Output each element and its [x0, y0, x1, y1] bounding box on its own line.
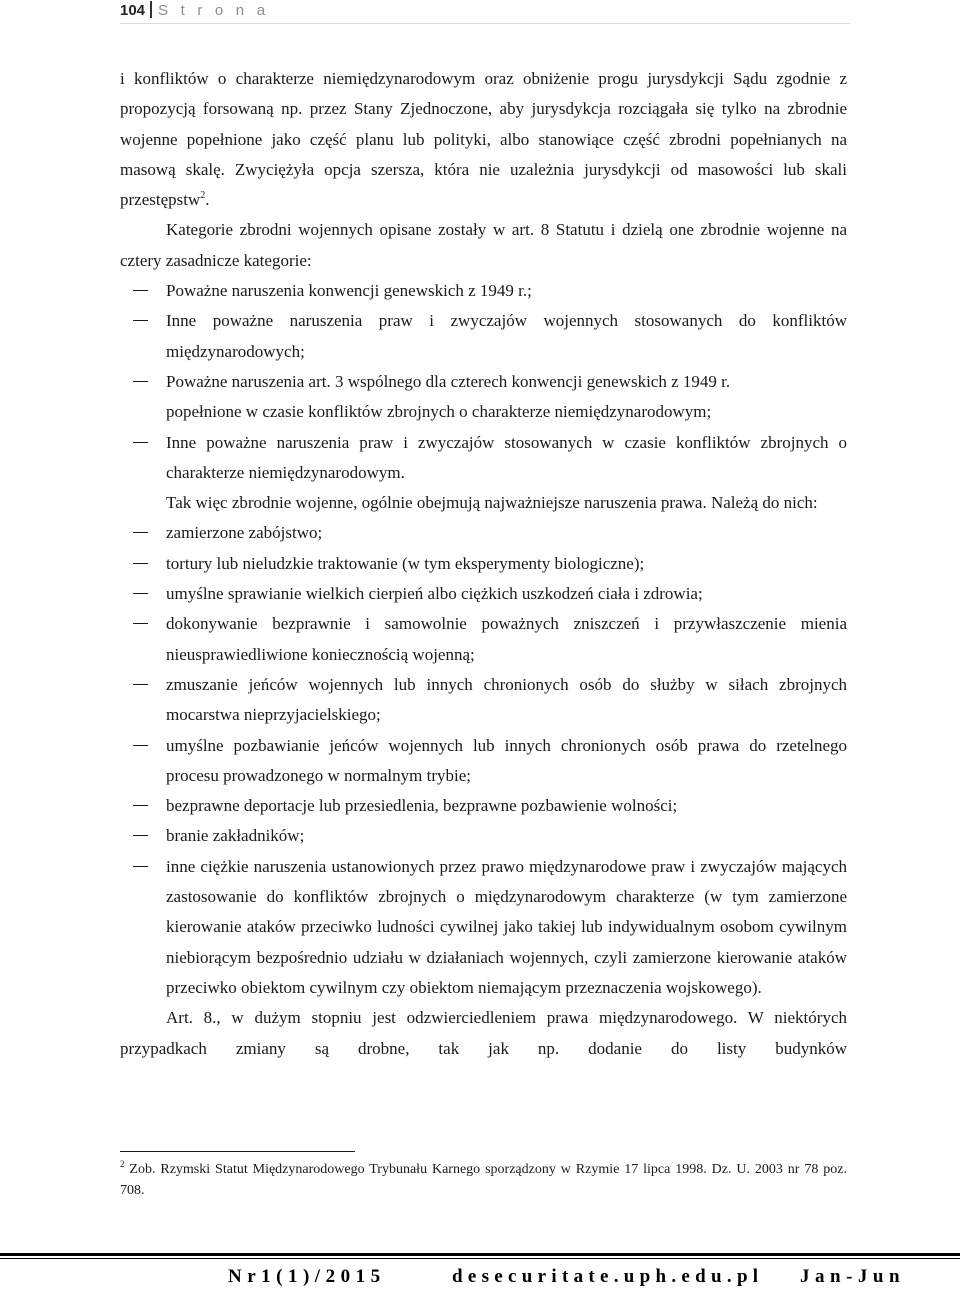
dash-bullet — [133, 623, 148, 624]
dash-bullet — [133, 805, 148, 806]
page-footer — [0, 1260, 960, 1298]
dash-bullet — [133, 442, 148, 443]
page-number: 104 — [120, 2, 146, 19]
footnote-text: Zob. Rzymski Statut Międzynarodowego Trybunału Karnego sporządzony w Rzymie 17 lipca 1998. Dz. U. 2003 nr 78 poz. 708. — [120, 1162, 847, 1198]
category-item-3 — [120, 367, 847, 397]
category-text: Inne poważne naruszenia praw i zwyczajów wojennych stosowanych do konfliktów międzynarodowych; — [166, 311, 847, 361]
dash-bullet — [133, 290, 148, 291]
crime-item-2 — [120, 549, 847, 579]
dash-bullet — [133, 320, 148, 321]
crime-item-6 — [120, 731, 847, 792]
category-3-continuation: popełnione w czasie konfliktów zbrojnych o charakterze niemiędzynarodowym; — [166, 402, 712, 422]
crime-item-3 — [120, 579, 847, 609]
footnote-ref[interactable]: 2 — [200, 190, 206, 202]
header-separator — [150, 1, 152, 18]
footnote-separator — [120, 1151, 355, 1152]
crime-text: zmuszanie jeńców wojennych lub innych chronionych osób do służby w siłach zbrojnych mocarstwa nieprzyjacielskiego; — [166, 674, 847, 725]
crime-text: umyślne pozbawianie jeńców wojennych lub innych chronionych osób prawa do rzetelnego procesu prowadzonego w normalnym trybie; — [166, 735, 847, 785]
page-word: S t r o n a — [158, 2, 270, 19]
crime-item-5 — [120, 670, 847, 731]
crime-text: inne ciężkie naruszenia ustanowionych przez prawo międzynarodowe praw i zwyczajów mających zastosowanie do konfliktów zbrojnych o międzynarodowym charakterze (w tym zamierzone kierowanie ataków przeciwko ludności cywilnej jako takiej lub indywidualnym osobom cywilnym niebiorącym bezpośrednio udziału w działaniach wojennych, czyli zamierzone kierowanie ataków przeciwko obiektom cywilnym czy obiektom niemającym przeznaczenia wojskowego). — [166, 856, 847, 997]
crime-item-9 — [120, 852, 847, 1003]
category-text: Inne poważne naruszenia praw i zwyczajów stosowanych w czasie konfliktów zbrojnych o charakterze niemiędzynarodowym. — [166, 432, 847, 482]
paragraph-4: Art. 8., w dużym stopniu jest odzwierciedleniem prawa międzynarodowego. W niektórych przypadkach zmiany są drobne, tak jak np. dodanie do listy budynków — [120, 1008, 847, 1058]
category-item-2 — [120, 306, 847, 367]
footnote — [120, 1159, 847, 1201]
dash-bullet — [133, 532, 148, 533]
footer-rule — [0, 1253, 960, 1256]
dash-bullet — [133, 593, 148, 594]
paragraph-1 — [120, 64, 847, 215]
crime-text: dokonywanie bezprawnie i samowolnie poważnych zniszczeń i przywłaszczenie mienia nieusprawiedliwione koniecznością wojenną; — [166, 614, 847, 664]
crime-text: branie zakładników; — [166, 826, 305, 846]
footer-rule-thin — [0, 1258, 960, 1259]
paragraph-3: Tak więc zbrodnie wojenne, ogólnie obejmują najważniejsze naruszenia prawa. Należą do nich: — [166, 493, 818, 513]
crime-text: umyślne sprawianie wielkich cierpień albo ciężkich uszkodzeń ciała i zdrowia; — [166, 584, 703, 604]
crime-text: zamierzone zabójstwo; — [166, 523, 323, 543]
paragraph-2: Kategorie zbrodni wojennych opisane zostały w art. 8 Statutu i dzielą one zbrodnie wojenne na cztery zasadnicze kategorie: — [120, 220, 847, 270]
crime-text: tortury lub nieludzkie traktowanie (w tym eksperymenty biologiczne); — [166, 553, 645, 573]
dash-bullet — [133, 835, 148, 836]
footer-date: Jan-Jun — [800, 1266, 906, 1287]
footer-site[interactable]: desecuritate.uph.edu.pl — [452, 1266, 764, 1287]
paragraph-1-text: i konfliktów o charakterze niemiędzynarodowym oraz obniżenie progu jurysdykcji Sądu zgodnie z propozycją forsowaną np. przez Stany Zjednoczone, aby jurysdykcja rozciągała się tylko na zbrodnie wojenne popełnione jako część planu lub polityki, albo stanowiące część zbrodni popełnianych na masową skalę. Zwyciężyła opcja szersza, która nie uzależnia jurysdykcji od masowości lub skali przestępstw — [120, 69, 847, 210]
category-item-1 — [120, 276, 847, 306]
footer-issue: Nr1(1)/2015 — [228, 1266, 386, 1287]
dash-bullet — [133, 745, 148, 746]
dash-bullet — [133, 684, 148, 685]
body-text — [120, 64, 847, 1064]
crime-text: bezprawne deportacje lub przesiedlenia, bezprawne pozbawienie wolności; — [166, 796, 678, 816]
crime-item-8 — [120, 821, 847, 851]
footnote-mark: 2 — [120, 1159, 125, 1169]
category-text: Poważne naruszenia konwencji genewskich z 1949 r.; — [166, 281, 532, 301]
crime-item-7 — [120, 791, 847, 821]
paragraph-1-end: . — [205, 190, 210, 210]
crime-item-1 — [120, 518, 847, 548]
dash-bullet — [133, 563, 148, 564]
category-text: Poważne naruszenia art. 3 wspólnego dla czterech konwencji genewskich z 1949 r. — [166, 371, 731, 391]
dash-bullet — [133, 381, 148, 382]
page-header — [120, 0, 850, 24]
category-item-4 — [120, 428, 847, 489]
crime-item-4 — [120, 609, 847, 670]
dash-bullet — [133, 866, 148, 867]
